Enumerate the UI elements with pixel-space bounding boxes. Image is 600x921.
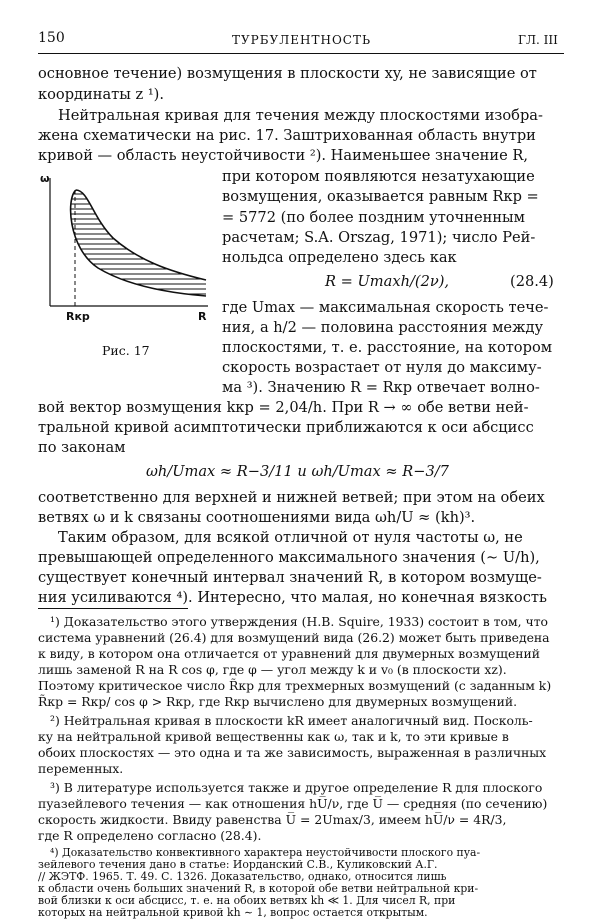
footnote-line: обоих плоскостях — это одна и та же зависимость, выраженная в различных [38,745,547,760]
footnote-line: лишь заменой R на R cos φ, где φ — угол между k и v₀ (в плоскости xz). [38,662,507,677]
footnote-line: Поэтому критическое число R̃кр для трехмерных возмущений (с заданным k) [38,678,552,693]
header-rule [38,53,564,54]
footnote-line: где R определено согласно (28.4). [38,828,262,843]
x-axis-label: R [198,310,207,323]
body-line: ния, а h/2 — половина расстояния между [222,319,544,336]
body-line: ния усиливаются ⁴). Интересно, что малая, но конечная вязкость [38,589,547,606]
body-line: плоскостями, т. е. расстояние, на котором [222,339,553,356]
chapter-label: ГЛ. III [518,33,558,47]
body-line: нольдса определено здесь как [222,249,457,266]
body-line: тральной кривой асимптотически приближаются к оси абсцисс [38,419,534,436]
body-line: ма ³). Значению R = Rкр отвечает волно- [222,379,540,396]
footnote-line: к области очень больших значений R, в которой обе ветви нейтральной кри- [38,882,479,895]
running-title: ТУРБУЛЕНТНОСТЬ [232,33,372,47]
footnote-rule [38,608,188,609]
footnote-line: пуазейлевого течения — как отношения hU̅/ν, где U̅ — средняя (по сечению) [38,796,548,811]
body-line: скорость возрастает от нуля до максиму- [222,359,542,376]
equation-28-4: R = Umaxh/(2ν), [325,273,450,290]
footnote-line: ³) В литературе используется также и другое определение R для плоского [50,780,543,795]
footnote-line: к виду, в котором она отличается от уравнений для двумерных возмущений [38,646,541,661]
body-line: = 5772 (по более поздним уточненным [222,209,526,226]
footnote-line: скорость жидкости. Ввиду равенства U̅ = 2Umax/3, имеем hU̅/ν = 4R/3, [38,812,507,827]
body-line: кривой — область неустойчивости ²). Наименьшее значение R, [38,147,529,164]
body-line: жена схематически на рис. 17. Заштрихованная область внутри [38,127,536,144]
footnote-line: // ЖЭТФ. 1965. Т. 49. С. 1326. Доказательство, однако, относится лишь [38,870,447,883]
body-line: Таким образом, для всякой отличной от нуля частоты ω, не [58,529,523,546]
body-line: координаты z ¹). [38,86,165,103]
footnote-line: ку на нейтральной кривой вещественны как ω, так и k, то эти кривые в [38,729,509,744]
footnote-line: ⁴) Доказательство конвективного характера неустойчивости плоского пуа- [50,846,481,859]
neutral-curve-diagram [38,168,213,358]
body-line: по законам [38,439,126,456]
body-line: существует конечный интервал значений R, в котором возмуще- [38,569,542,586]
footnote-line: вой близки к оси абсцисс, т. е. на обоих ветвях kh ≪ 1. Для чисел R, при [38,894,456,907]
footnote-line: зейлевого течения дано в статье: Иорданский С.В., Куликовский А.Г. [38,858,438,871]
body-line: при котором появляются незатухающие [222,168,535,185]
figure-17 [38,168,213,358]
body-line: вой вектор возмущения kкр = 2,04/h. При R → ∞ обе ветви ней- [38,399,529,416]
figure-caption: Рис. 17 [102,343,150,358]
x-tick-label: Rкр [66,310,90,323]
footnote-line: ¹) Доказательство этого утверждения (H.B. Squire, 1933) состоит в том, что [50,614,549,629]
footnote-line-overflow: которых на нейтральной кривой kh ∼ 1, вопрос остается открытым. [38,906,428,919]
asymptotic-laws: ωh/Umax ≈ R−3/11 и ωh/Umax ≈ R−3/7 [146,463,449,480]
footnote-line: ²) Нейтральная кривая в плоскости kR имеет аналогичный вид. Посколь- [50,713,533,728]
page-number: 150 [38,30,65,46]
body-line: где Umax — максимальная скорость тече- [222,299,549,316]
body-line: основное течение) возмущения в плоскости xy, не зависящие от [38,65,537,82]
instability-hatching [38,194,213,294]
footnote-line: R̃кр = Rкр/ cos φ > Rкр, где Rкр вычислено для двумерных возмущений. [38,694,518,709]
equation-number: (28.4) [510,273,554,290]
y-axis-label: ω [40,172,50,185]
body-line: ветвях ω и k связаны соотношениями вида ωh/U ≈ (kh)³. [38,509,476,526]
body-line: возмущения, оказывается равным Rкр = [222,188,539,205]
body-line: Нейтральная кривая для течения между плоскостями изобра- [58,107,543,124]
body-line: превышающей определенного максимального значения (∼ U/h), [38,549,540,566]
footnote-line: переменных. [38,761,124,776]
body-line: соответственно для верхней и нижней ветвей; при этом на обеих [38,489,545,506]
footnote-line: система уравнений (26.4) для возмущений вида (26.2) может быть приведена [38,630,550,645]
body-line: расчетам; S.A. Orszag, 1971); число Рей- [222,229,536,246]
